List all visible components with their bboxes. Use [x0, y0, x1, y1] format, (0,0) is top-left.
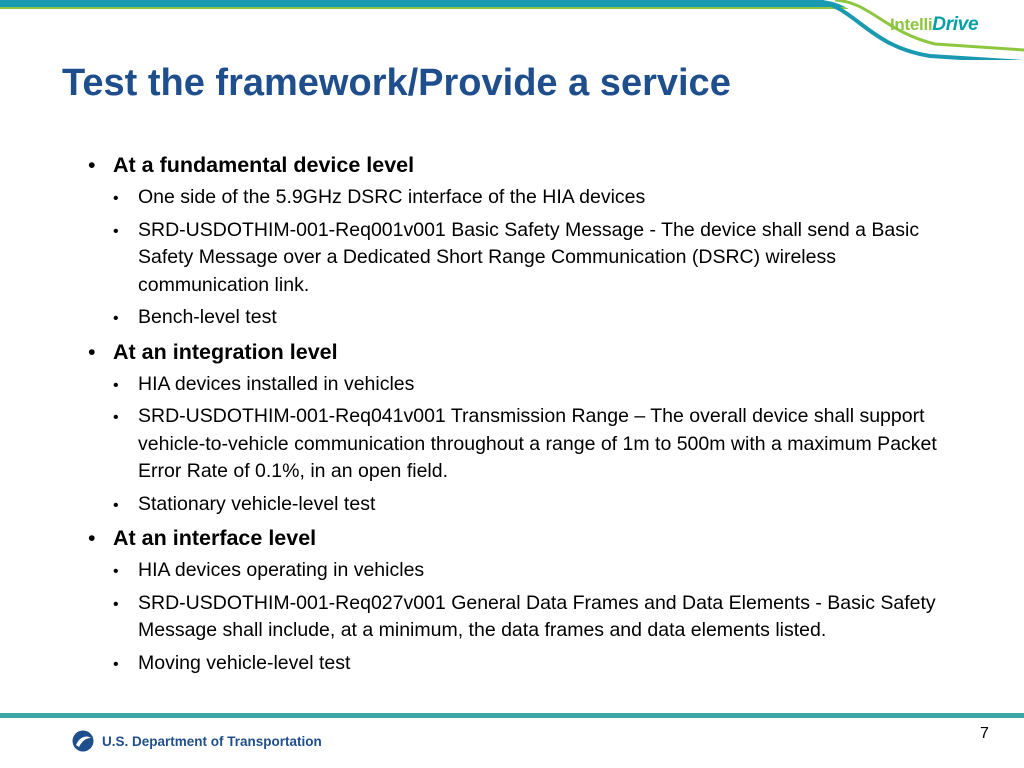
- bullet: •: [88, 526, 96, 550]
- list-item: [113, 491, 968, 519]
- page-number: 7: [980, 725, 989, 742]
- list-item-text: SRD-USDOTHIM-001-Req001v001 Basic Safety Message - The device shall send a Basic Safety Message over a Dedicated Short Range Communication (DSRC) wireless communication link.: [138, 218, 920, 296]
- sub-list-device-level: [88, 184, 988, 332]
- slide-title: Test the framework/Provide a service: [62, 62, 731, 104]
- bullet: •: [113, 222, 119, 240]
- section-heading: At an interface level: [113, 526, 317, 550]
- list-item-text: HIA devices operating in vehicles: [138, 559, 425, 581]
- usdot-logo-icon: [72, 730, 94, 752]
- sub-list-interface-level: [88, 557, 988, 677]
- section-integration-level: [88, 339, 988, 366]
- list-item-text: Moving vehicle-level test: [138, 651, 351, 674]
- logo-drive-text: Drive: [932, 14, 979, 35]
- list-item: [113, 371, 968, 399]
- department-name: U.S. Department of Transportation: [102, 734, 322, 749]
- list-item-text: Bench-level test: [138, 306, 277, 328]
- list-item-text: SRD-USDOTHIM-001-Req041v001 Transmission Range – The overall device shall support vehicle-to-vehicle communication throughout a range of 1m to 500m with a maximum Packet Error Rate of 0.1%, in an open field.: [138, 405, 937, 482]
- list-item-text: Stationary vehicle-level test: [138, 492, 376, 515]
- bullet: •: [113, 496, 119, 514]
- bullet: •: [88, 339, 96, 364]
- list-item: [113, 557, 968, 585]
- list-item: [113, 403, 968, 486]
- bullet: •: [113, 190, 119, 207]
- sub-list-integration-level: [88, 371, 988, 519]
- list-item: [113, 650, 968, 678]
- section-interface-level: [88, 525, 988, 552]
- section-device-level: [88, 152, 988, 179]
- bullet: •: [113, 655, 119, 673]
- list-item: [113, 304, 968, 332]
- bullet: •: [113, 310, 119, 327]
- section-heading: At an integration level: [113, 339, 338, 364]
- list-item: [113, 590, 968, 645]
- header-band: [0, 0, 1024, 60]
- bullet: •: [113, 376, 119, 394]
- list-item-text: SRD-USDOTHIM-001-Req027v001 General Data Frames and Data Elements - Basic Safety Message shall include, at a minimum, the data frames and data elements listed.: [138, 591, 936, 641]
- bullet: •: [113, 409, 119, 426]
- logo-intelli-text: Intelli: [890, 15, 933, 34]
- bullet: •: [113, 563, 119, 580]
- list-item-text: One side of the 5.9GHz DSRC interface of the HIA devices: [138, 186, 646, 208]
- list-item: [113, 217, 968, 300]
- bullet: •: [113, 595, 119, 613]
- intellidrive-logo: [890, 14, 978, 36]
- bullet: •: [88, 153, 96, 177]
- slide-content: [88, 152, 988, 677]
- footer-divider: [0, 713, 1024, 718]
- list-item-text: HIA devices installed in vehicles: [138, 372, 415, 395]
- section-heading: At a fundamental device level: [113, 153, 415, 177]
- list-item: [113, 184, 968, 212]
